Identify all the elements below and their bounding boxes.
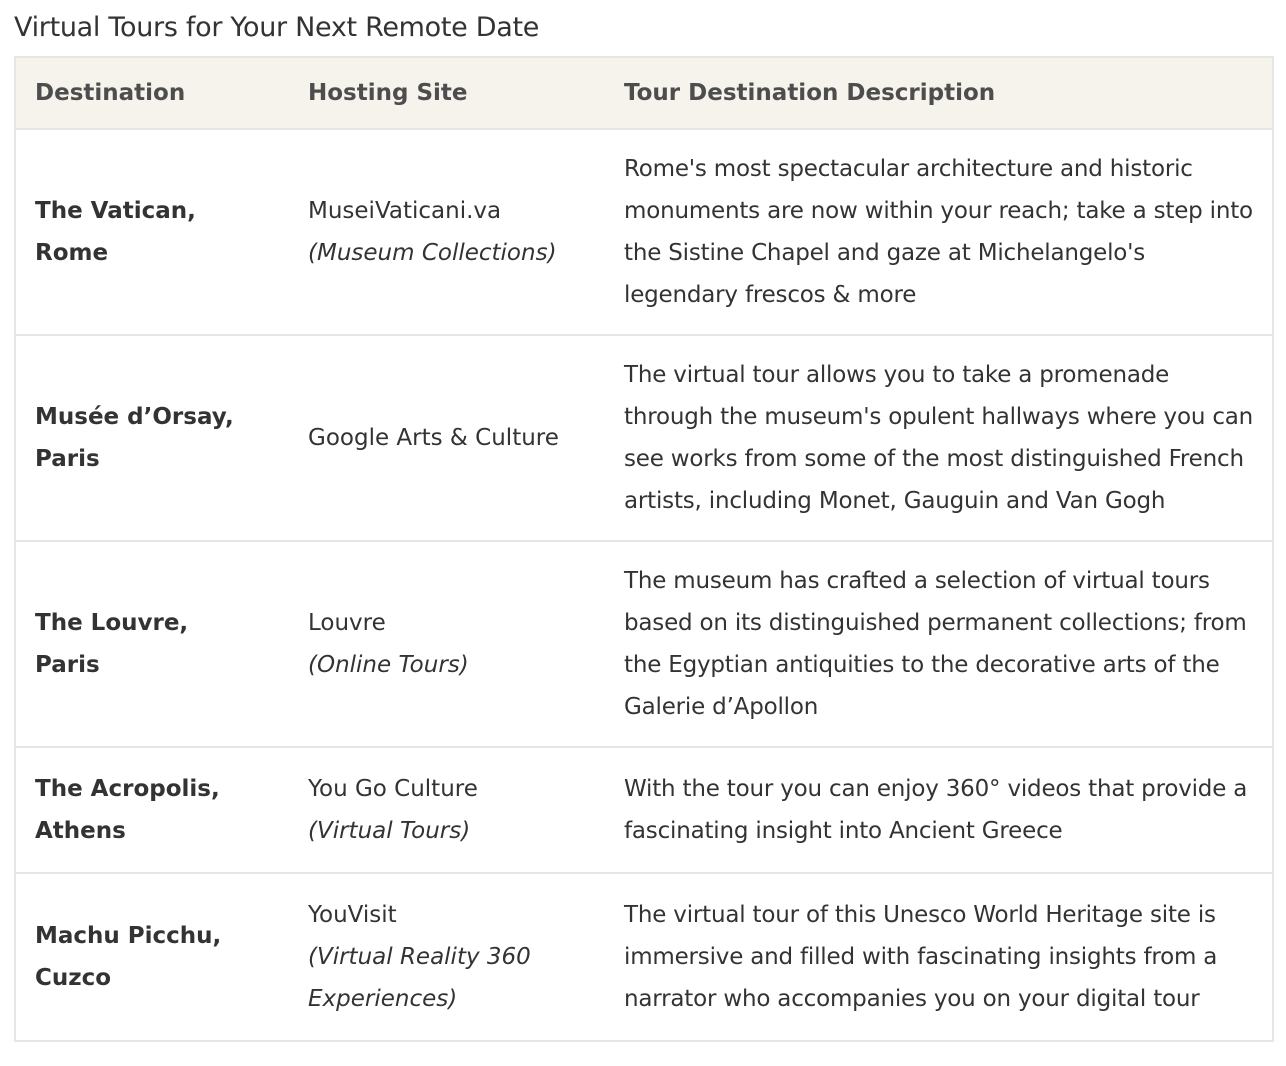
destination-name: The Louvre, — [35, 610, 189, 636]
hosting-site-name: MuseiVaticani.va — [308, 198, 502, 224]
destination-city: Cuzco — [35, 965, 112, 991]
header-description: Tour Destination Description — [624, 80, 996, 106]
page-title: Virtual Tours for Your Next Remote Date — [14, 12, 540, 43]
description-cell: The virtual tour of this Unesco World Heritage site is immersive and filled with fascinating insights from a narrator who accompanies you on your digital tour — [605, 873, 1273, 1041]
destination-cell — [15, 335, 289, 541]
table-row — [15, 335, 1273, 541]
hosting-site-name: Louvre — [308, 610, 386, 636]
hosting-site-cell — [289, 335, 605, 541]
destination-city: Paris — [35, 446, 100, 472]
hosting-site-name: YouVisit — [308, 902, 397, 928]
destination-name: The Acropolis, — [35, 776, 220, 802]
hosting-site-cell — [289, 873, 605, 1041]
hosting-site-cell — [289, 129, 605, 335]
destination-name: Machu Picchu, — [35, 923, 222, 949]
hosting-site-name: You Go Culture — [308, 776, 478, 802]
destination-cell — [15, 541, 289, 747]
hosting-site-note: (Virtual Tours) — [308, 818, 471, 844]
description-cell: With the tour you can enjoy 360° videos that provide a fascinating insight into Ancient Greece — [605, 747, 1273, 873]
destination-name: Musée d’Orsay, — [35, 404, 234, 430]
virtual-tours-table — [14, 56, 1274, 1042]
table-row — [15, 873, 1273, 1041]
table-body — [15, 129, 1273, 1041]
destination-cell — [15, 747, 289, 873]
hosting-site-note: (Museum Collections) — [308, 240, 557, 266]
header-row — [15, 57, 1273, 129]
destination-city: Athens — [35, 818, 126, 844]
destination-name: The Vatican, — [35, 198, 196, 224]
destination-cell — [15, 129, 289, 335]
destination-cell — [15, 873, 289, 1041]
header-destination: Destination — [35, 80, 186, 106]
destination-city: Rome — [35, 240, 109, 266]
destination-city: Paris — [35, 652, 100, 678]
hosting-site-name: Google Arts & Culture — [308, 425, 559, 451]
description-cell: The virtual tour allows you to take a promenade through the museum's opulent hallways where you can see works from some of the most distinguished French artists, including Monet, Gauguin and Van Gogh — [605, 335, 1273, 541]
table-row — [15, 747, 1273, 873]
table-row — [15, 129, 1273, 335]
hosting-site-cell — [289, 541, 605, 747]
table-header — [15, 57, 1273, 129]
header-hosting-site: Hosting Site — [308, 80, 468, 106]
description-cell: Rome's most spectacular architecture and historic monuments are now within your reach; take a step into the Sistine Chapel and gaze at Michelangelo's legendary frescos & more — [605, 129, 1273, 335]
hosting-site-note: (Virtual Reality 360 Experiences) — [308, 944, 531, 1012]
description-cell: The museum has crafted a selection of virtual tours based on its distinguished permanent collections; from the Egyptian antiquities to the decorative arts of the Galerie d’Apollon — [605, 541, 1273, 747]
table-row — [15, 541, 1273, 747]
hosting-site-cell — [289, 747, 605, 873]
hosting-site-note: (Online Tours) — [308, 652, 469, 678]
